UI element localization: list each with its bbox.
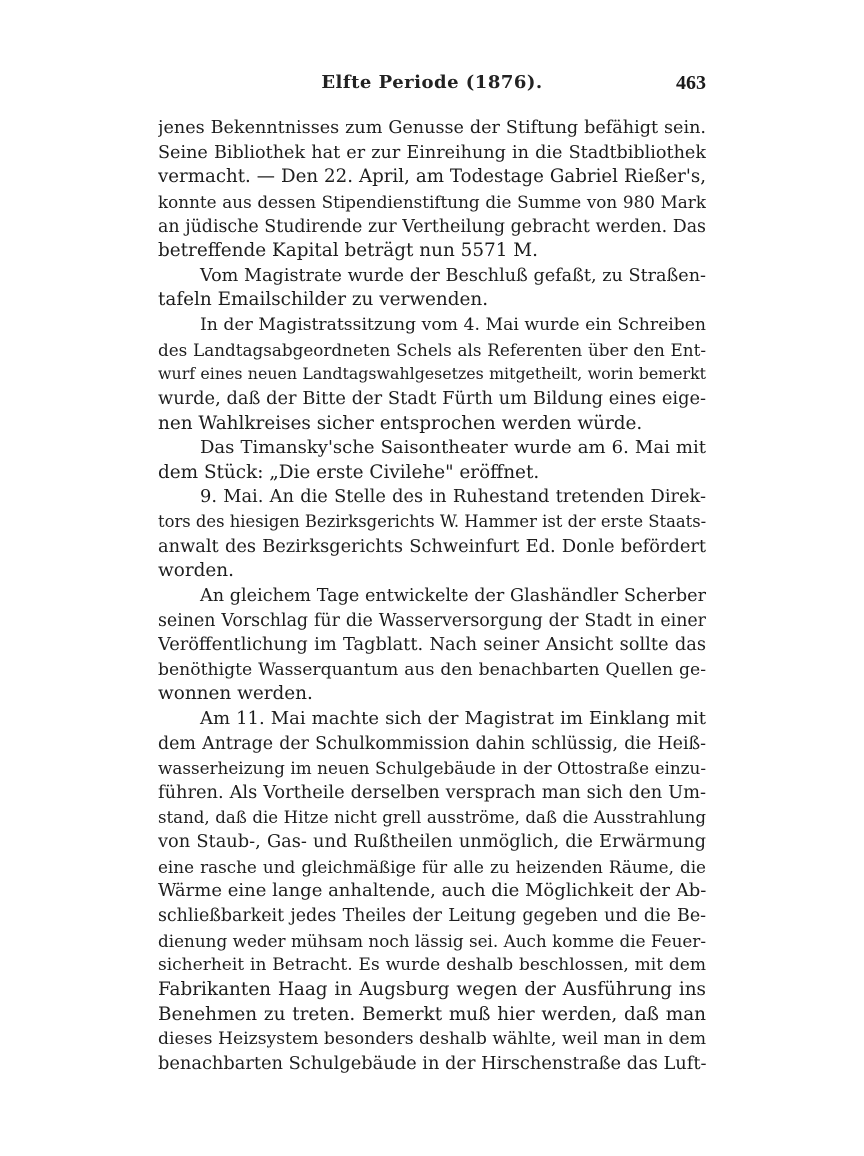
text-line: dienung weder mühsam noch lässig sei. Auch komme die Feuer- <box>158 930 706 951</box>
text-line: jenes Bekenntnisses zum Genusse der Stiftung befähigt sein. <box>158 118 706 138</box>
text-line: wasserheizung im neuen Schulgebäude in der Ottostraße einzu- <box>158 758 706 779</box>
text-line: dieses Heizsystem besonders deshalb wählte, weil man in dem <box>158 1029 706 1050</box>
page-number: 463 <box>676 72 706 94</box>
text-line: stand, daß die Hitze nicht grell ausströme, daß die Ausstrahlung <box>158 807 706 827</box>
text-line: des Landtagsabgeordneten Schels als Referenten über den Ent- <box>158 339 706 360</box>
text-line: worden. <box>158 560 234 582</box>
text-line: In der Magistratssitzung vom 4. Mai wurde ein Schreiben <box>200 315 706 335</box>
text-line: betreffende Kapital beträgt nun 5571 M. <box>158 240 538 262</box>
running-header <box>158 72 706 102</box>
text-line: Seine Bibliothek hat er zur Einreihung in die Stadtbibliothek <box>158 142 706 163</box>
text-line: führen. Als Vortheile derselben versprach man sich den Um- <box>158 781 706 803</box>
text-line: schließbarkeit jedes Theiles der Leitung gegeben und die Be- <box>158 906 706 926</box>
text-line: konnte aus dessen Stipendienstiftung die Summe von 980 Mark <box>158 191 706 212</box>
text-line: eine rasche und gleichmäßige für alle zu heizenden Räume, die <box>158 856 706 877</box>
text-line: wonnen werden. <box>158 683 313 705</box>
text-line: benöthigte Wasserquantum aus den benachbarten Quellen ge- <box>158 659 706 680</box>
text-line: von Staub-, Gas- und Rußtheilen unmöglich, die Erwärmung <box>158 831 706 853</box>
text-line: tors des hiesigen Bezirksgerichts W. Hammer ist der erste Staats- <box>158 512 706 531</box>
text-line: Das Timansky'sche Saisontheater wurde am 6. Mai mit <box>200 437 706 459</box>
text-line: 9. Mai. An die Stelle des in Ruhestand tretenden Direk- <box>200 486 706 508</box>
text-line: Veröffentlichung im Tagblatt. Nach seiner Ansicht sollte das <box>158 634 706 656</box>
text-line: benachbarten Schulgebäude in der Hirschenstraße das Luft- <box>158 1052 706 1074</box>
text-line: seinen Vorschlag für die Wasserversorgung der Stadt in einer <box>158 610 706 631</box>
text-line: wurf eines neuen Landtagswahlgesetzes mitgetheilt, worin bemerkt <box>158 364 706 384</box>
text-line: Benehmen zu treten. Bemerkt muß hier werden, daß man <box>158 1003 706 1025</box>
text-line: sicherheit in Betracht. Es wurde deshalb beschlossen, mit dem <box>158 955 706 976</box>
text-line: Vom Magistrate wurde der Beschluß gefaßt, zu Straßen- <box>200 265 706 286</box>
text-line: vermacht. — Den 22. April, am Todestage Gabriel Rießer's, <box>158 166 706 188</box>
chapter-title: Elfte Periode (1876). <box>321 72 543 93</box>
text-line: wurde, daß der Bitte der Stadt Fürth um Bildung eines eige- <box>158 387 706 409</box>
text-line: Fabrikanten Haag in Augsburg wegen der Ausführung ins <box>158 978 706 1000</box>
text-line: Wärme eine lange anhaltende, auch die Möglichkeit der Ab- <box>158 880 706 902</box>
body-text <box>158 116 706 1076</box>
text-line: anwalt des Bezirksgerichts Schweinfurt Ed. Donle befördert <box>158 535 706 557</box>
text-line: an jüdische Studirende zur Vertheilung gebracht werden. Das <box>158 216 706 237</box>
text-line: nen Wahlkreises sicher entsprochen werden würde. <box>158 412 643 434</box>
text-line: An gleichem Tage entwickelte der Glashändler Scherber <box>200 585 706 606</box>
text-line: tafeln Emailschilder zu verwenden. <box>158 289 489 311</box>
text-line: Am 11. Mai machte sich der Magistrat im Einklang mit <box>200 708 706 729</box>
text-line: dem Antrage der Schulkommission dahin schlüssig, die Heiß- <box>158 733 706 754</box>
text-line: dem Stück: „Die erste Civilehe" eröffnet. <box>158 461 540 483</box>
